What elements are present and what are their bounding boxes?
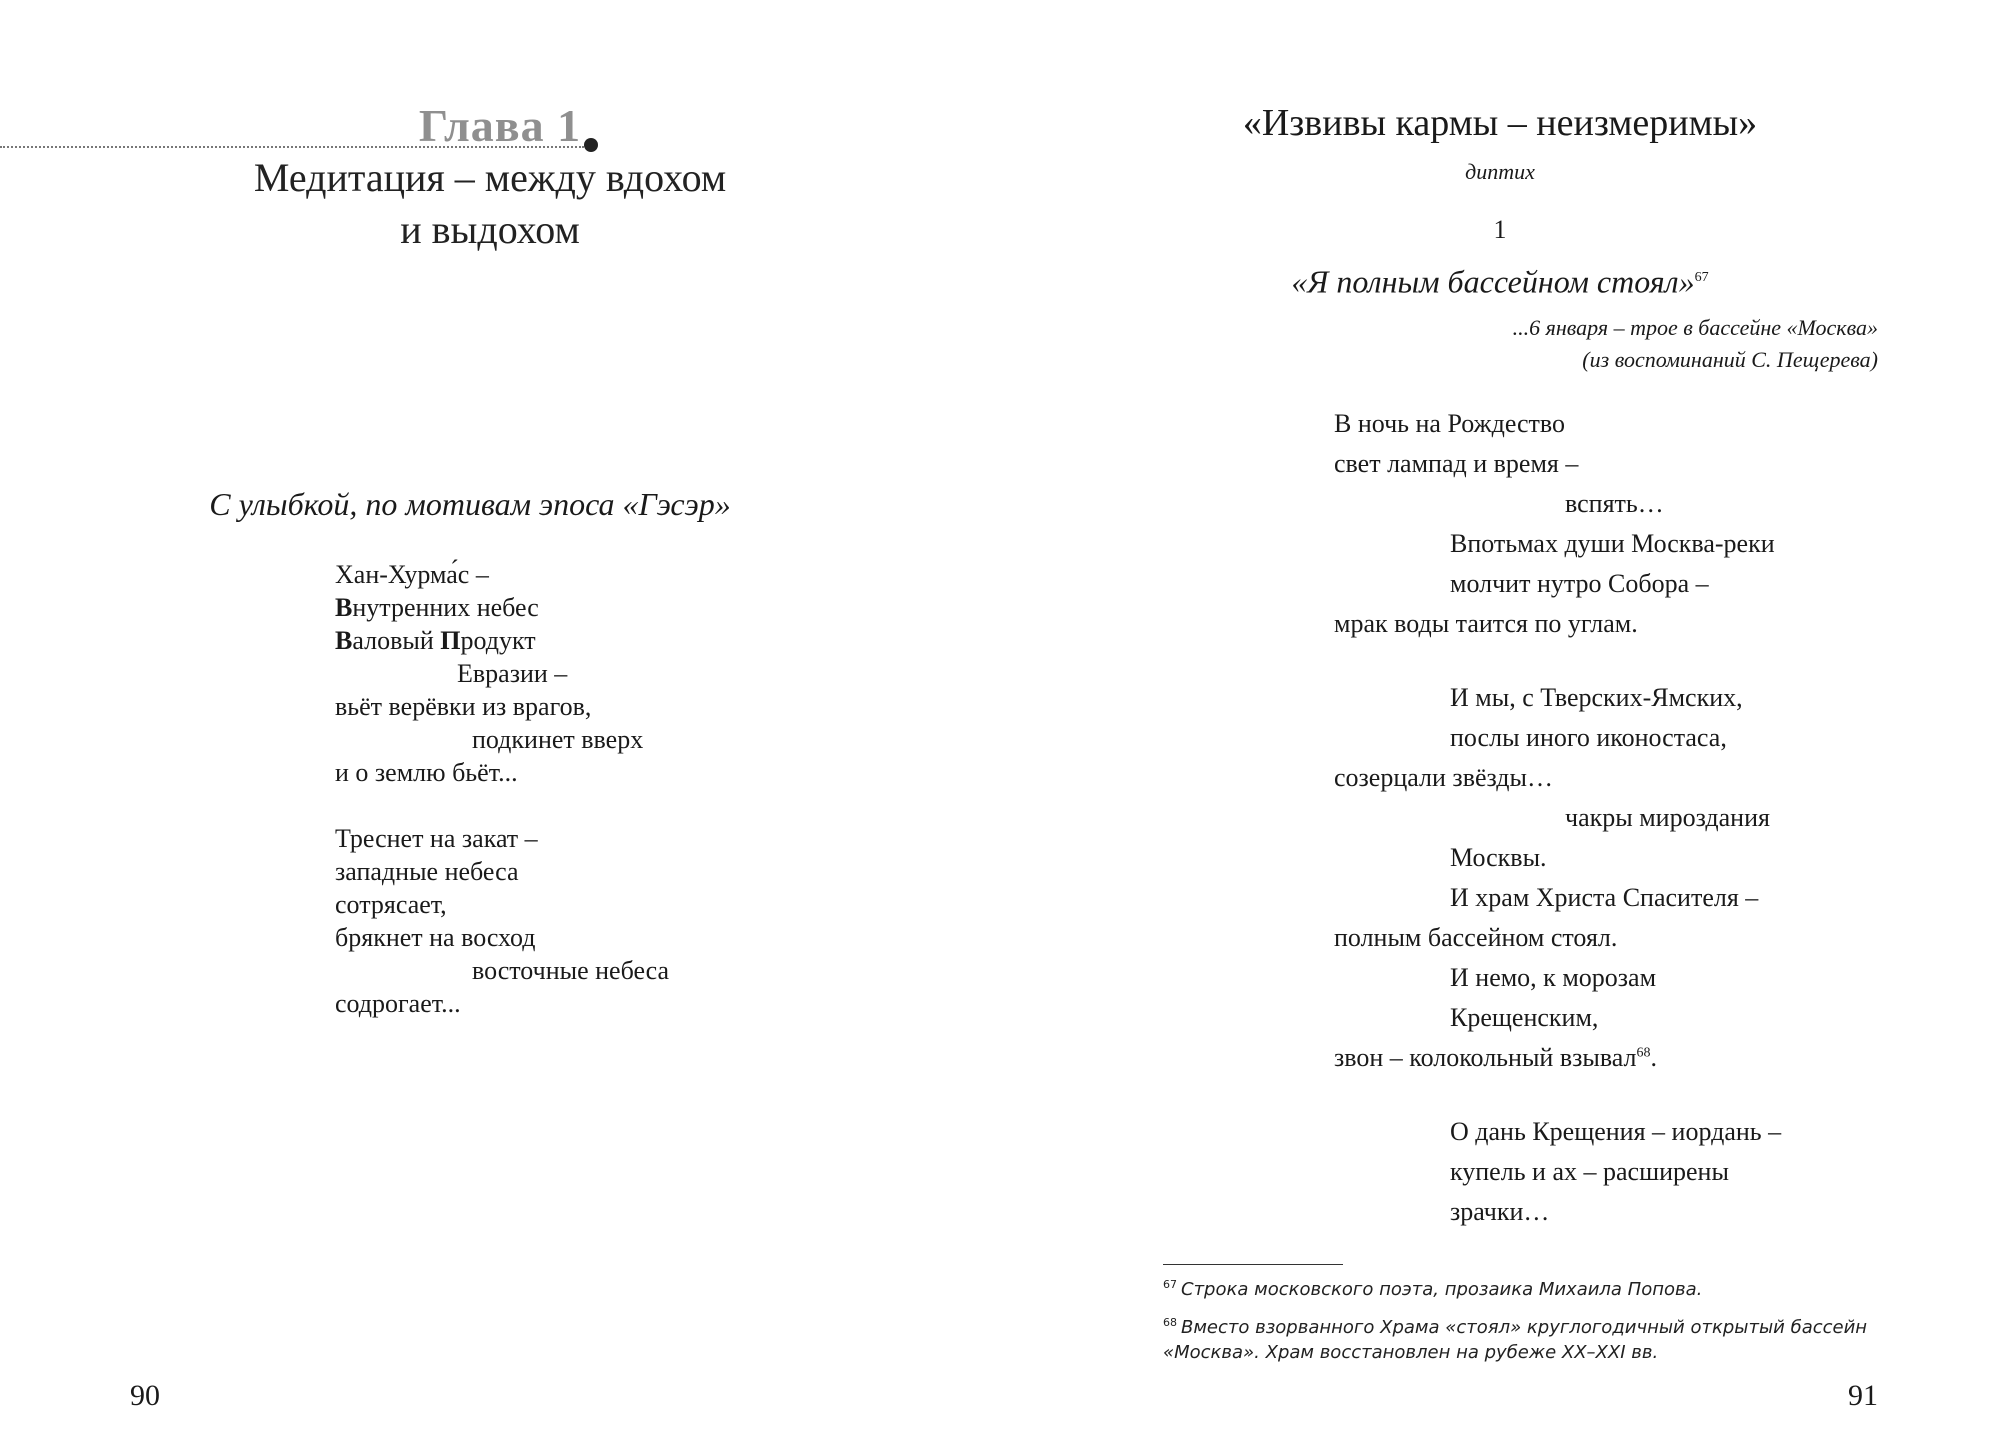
poem-line: вспять… [1565,489,1664,518]
section-number: 1 [1493,215,1507,244]
footnote-separator [1163,1264,1343,1265]
epigraph-line: ...6 января – трое в бассейне «Москва» [1512,315,1878,340]
section-title [1200,258,1800,302]
page-number: 90 [130,1379,160,1412]
poem-line: Треснет на закат – [335,824,538,853]
poem-line: Хан-Хурма́с – [335,560,489,589]
footnote-ref[interactable]: 68 [1636,1045,1651,1061]
poem-line [335,591,835,624]
poem-line: И немо, к морозам [1450,963,1657,992]
poem-line: полным бассейном стоял. [1334,923,1618,952]
poem-line: созерцали звёзды… [1334,763,1554,792]
footnotes [1163,1272,1878,1373]
epigraph [1358,312,1878,376]
poem-line: В ночь на Рождество [1334,409,1566,438]
poem-line-text: родукт [460,626,536,655]
poem-line: Впотьмах души Москва-реки [1450,529,1775,558]
poem-line-punct: . [1650,1043,1658,1072]
poem-line: содрогает... [335,989,461,1018]
poem-line: восточные небеса [472,956,670,985]
bold-initial: П [440,626,461,655]
page-number: 91 [1848,1379,1878,1412]
poem-line: послы иного иконостаса, [1450,723,1727,752]
poem-line: и о землю бьёт... [335,758,518,787]
poem-line-text: звон – колокольный взывал [1334,1043,1637,1072]
poem-line-text: аловый [352,626,441,655]
poem-line [1334,1038,1894,1078]
footnote-ref[interactable]: 67 [1694,270,1709,285]
footnote-number: 67 [1163,1278,1177,1291]
poem-pool [1334,404,1894,1232]
poem-line: сотрясает, [335,890,447,919]
poem-line: вьёт верёвки из врагов, [335,692,592,721]
poem-line: Москвы. [1450,843,1547,872]
footnote-number: 68 [1163,1316,1177,1329]
right-page [1000,0,2000,1456]
poem-line: И мы, с Тверских-Ямских, [1450,683,1743,712]
poem-heading: С улыбкой, по мотивам эпоса «Гэсэр» [209,486,731,522]
poem-cycle-subtitle: диптих [1465,159,1535,184]
footnote [1163,1310,1878,1365]
poem-line: О дань Крещения – иордань – [1450,1117,1782,1146]
poem-line [335,624,835,657]
poem-line: подкинет вверх [472,725,644,754]
bold-initial: В [335,593,353,622]
poem-line: мрак воды таится по углам. [1334,609,1638,638]
stanza-break [335,789,835,822]
footnote-text: Вместо взорванного Храма «стоял» круглогодичный открытый бассейн «Москва». Храм восстановлен на рубеже XX–XXI вв. [1163,1317,1868,1363]
poem-line: молчит нутро Собора – [1450,569,1709,598]
poem-line: чакры мироздания [1565,803,1770,832]
poem-line: купель и ах – расширены [1450,1157,1729,1186]
poem-line: зрачки… [1450,1197,1550,1226]
footnote-text: Строка московского поэта, прозаика Михаила Попова. [1181,1279,1703,1300]
chapter-title [160,152,820,256]
poem-line: свет лампад и время – [1334,449,1579,478]
poem-line: Крещенским, [1450,1003,1599,1032]
footnote [1163,1272,1878,1302]
chapter-title-line1: Медитация – между вдохом [253,155,727,200]
chapter-title-line2: и выдохом [400,207,580,252]
poem-line: западные небеса [335,857,519,886]
poem-line-text: нутренних небес [352,593,539,622]
poem-line: И храм Христа Спасителя – [1450,883,1759,912]
stanza-break [1334,1078,1894,1112]
bold-initial: В [335,626,353,655]
epigraph-attribution: (из воспоминаний С. Пещерева) [1582,347,1878,372]
stanza-break [1334,644,1894,678]
poem-gesar [335,558,835,1020]
section-title-text: «Я полным бассейном стоял» [1291,263,1695,300]
poem-line: Евразии – [457,659,568,688]
poem-cycle-title: «Извивы кармы – неизмеримы» [1242,102,1758,144]
poem-line: брякнет на восход [335,923,536,952]
chapter-label: Глава 1 [418,100,582,151]
